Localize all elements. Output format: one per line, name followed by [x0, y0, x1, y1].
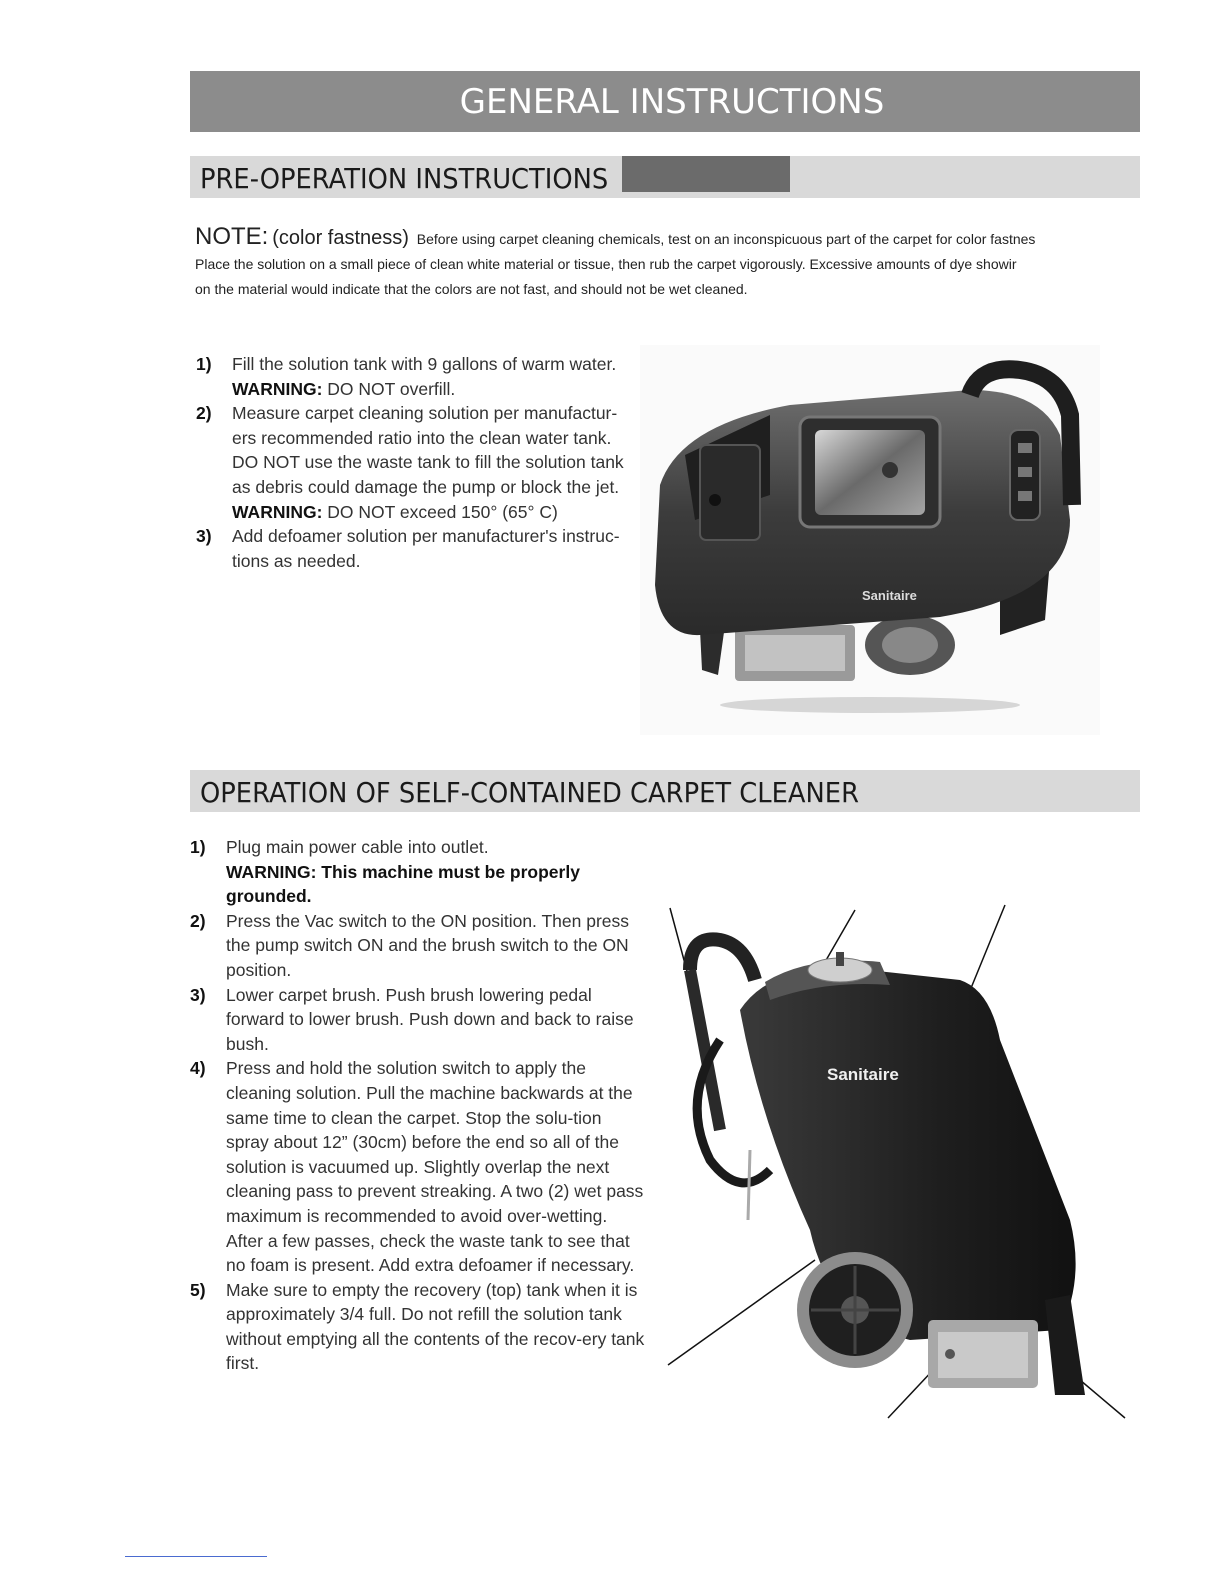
callout-line — [668, 1260, 815, 1365]
step-text: Plug main power cable into outlet. — [226, 837, 489, 857]
step-number: 3) — [196, 526, 212, 547]
step-text: Fill the solution tank with 9 gallons of warm water. — [232, 354, 617, 374]
note-line-3: on the material would indicate that the colors are not fast, and should not be wet cleaned. — [195, 281, 748, 297]
note-line-1: Before using carpet cleaning chemicals, test on an inconspicuous part of the carpet for color fastnes — [416, 231, 1036, 247]
carpet-cleaner-top-photo — [640, 345, 1100, 735]
carpet-cleaner-side-photo — [660, 900, 1140, 1430]
step-number: 3) — [190, 984, 206, 1005]
callout-line — [1080, 1380, 1125, 1418]
step-text: Add defoamer solution per manufacturer's instruc-tions as needed. — [232, 526, 620, 571]
note-subtitle: (color fastness) — [272, 227, 409, 249]
step-warning: WARNING: — [232, 378, 323, 399]
footer-link-underline — [125, 1556, 267, 1557]
page-header-banner — [190, 71, 1140, 132]
list-item — [190, 1056, 646, 1277]
step-number: 4) — [190, 1058, 206, 1079]
step-number: 5) — [190, 1279, 206, 1300]
brand-logo-text: Sanitaire — [862, 588, 917, 603]
step-warning-text: DO NOT overfill. — [322, 378, 456, 399]
step-number: 1) — [196, 354, 212, 374]
list-item — [190, 835, 646, 909]
step-warning: WARNING: This machine must be properly grounded. — [226, 861, 580, 907]
step-number: 2) — [190, 910, 206, 931]
operation-steps — [190, 835, 646, 1376]
note-line-2: Place the solution on a small piece of clean white material or tissue, then rub the carpet vigorously. Excessive amounts of dye showir — [195, 256, 1017, 272]
list-item — [190, 983, 646, 1057]
step-text: Press the Vac switch to the ON position. Then press the pump switch ON and the brush switch to the ON position. — [226, 910, 630, 980]
operation-heading: OPERATION OF SELF-CONTAINED CARPET CLEANER — [200, 776, 859, 809]
operation-heading-bar — [190, 770, 1140, 812]
page-title: GENERAL INSTRUCTIONS — [459, 81, 885, 122]
step-warning-text: DO NOT exceed 150° (65° C) — [322, 501, 558, 522]
list-item — [196, 352, 636, 401]
step-number: 1) — [190, 837, 206, 857]
step-text: Measure carpet cleaning solution per manufactur-ers recommended ratio into the clean water tank. DO NOT use the waste tank to fill the solution tank as debris could damage the pump or block the jet. — [232, 403, 624, 497]
step-text: Press and hold the solution switch to apply the cleaning solution. Pull the machine backwards at the same time to clean the carpet. Stop the solu-tion spray about 12” (30cm) before the end so all of the solution is vacuumed up. Slightly overlap the next cleaning pass to prevent streaking. A two (2) wet pass maximum is recommended to avoid over-wetting. After a few passes, check the waste tank to see that no foam is present. Add extra defoamer if necessary. — [226, 1058, 644, 1276]
list-item — [190, 1278, 646, 1376]
list-item — [190, 909, 646, 983]
note-label: NOTE: — [195, 224, 269, 250]
pre-operation-steps — [196, 352, 636, 573]
callout-line — [888, 1368, 935, 1418]
step-text: Lower carpet brush. Push brush lowering pedal forward to lower brush. Push down and back to raise bush. — [226, 984, 634, 1054]
color-fastness-note — [195, 224, 1140, 302]
list-item — [196, 524, 636, 573]
brand-logo-text: Sanitaire — [827, 1065, 899, 1084]
step-number: 2) — [196, 403, 212, 424]
heading-accent-block — [622, 156, 790, 192]
step-warning: WARNING: — [232, 501, 323, 522]
pre-operation-heading: PRE-OPERATION INSTRUCTIONS — [200, 162, 609, 195]
step-text: Make sure to empty the recovery (top) tank when it is approximately 3/4 full. Do not refill the solution tank without emptying all the contents of the recov-ery tank first. — [226, 1279, 645, 1374]
list-item — [196, 401, 636, 524]
